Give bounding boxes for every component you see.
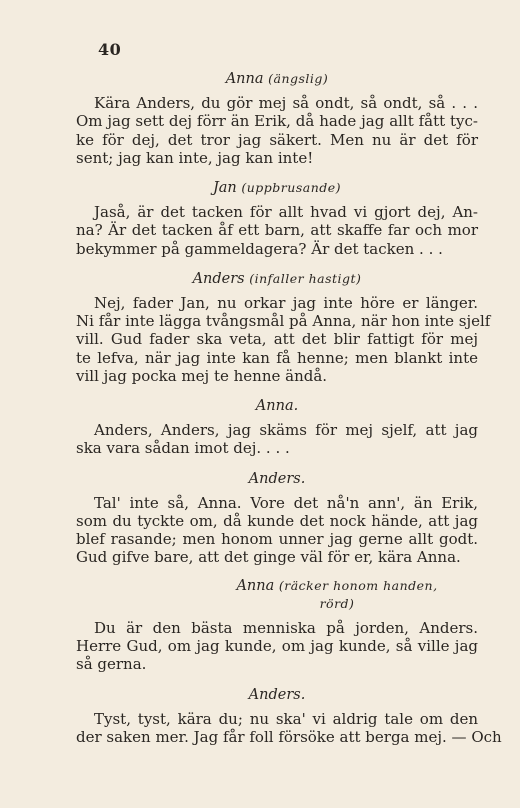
speech-paragraph (76, 94, 478, 167)
text-line: ke för dej, det tror jag säkert. Men nu är det för (76, 130, 478, 149)
dialogue-block (76, 270, 491, 385)
speaker-name: Anna (236, 577, 275, 594)
text-line: Om jag sett dej förr än Erik, då hade jag allt fått tyc- (76, 112, 478, 131)
speech-paragraph (76, 709, 502, 747)
stage-direction: (uppbrusande) (241, 180, 342, 196)
stage-direction: (ängslig) (268, 71, 329, 86)
text-line: bekymmer på gammeldagera? Är det tacken . . . (76, 239, 443, 258)
speaker-heading (76, 70, 478, 88)
speaker-heading (76, 686, 478, 704)
text-line: Du är den bästa menniska på jorden, Anders. (94, 619, 478, 638)
stage-direction: rörd) (319, 595, 355, 611)
speaker-name: Jan (212, 180, 237, 197)
speech-paragraph (76, 494, 478, 567)
speaker-name: Anders. (248, 686, 306, 703)
speaker-name: Anna (225, 71, 264, 87)
stage-direction: (räcker honom handen, (278, 577, 438, 593)
dialogue-text (76, 70, 502, 747)
text-line: na? Är det tacken åf ett barn, att skaffe far och mor (76, 221, 478, 240)
text-line: ska vara sådan imot dej. . . . (76, 439, 290, 458)
speaker-name: Anders. (248, 470, 306, 487)
text-line: Anders, Anders, jag skäms för mej sjelf, att jag (94, 421, 478, 440)
stage-direction: (infaller hastigt) (249, 270, 362, 286)
stage-direction-continued (76, 595, 478, 613)
text-line: blef rasande; men honom unner jag gerne allt godt. (76, 530, 478, 549)
text-line: der saken mer. Jag får foll försöke att berga mej. — Och (76, 728, 502, 747)
text-line: vill jag pocka mej te henne ändå. (76, 366, 328, 385)
dialogue-block (76, 686, 502, 747)
text-line: som du tyckte om, då kunde det nock hände, att jag (76, 512, 478, 531)
dialogue-block (76, 397, 478, 458)
speech-paragraph (76, 421, 478, 457)
text-line: Tal' inte så, Anna. Vore det nå'n ann', än Erik, (94, 493, 478, 512)
text-line: så gerna. (76, 655, 147, 674)
speaker-heading (76, 397, 478, 415)
text-line: Kära Anders, du gör mej så ondt, så ondt, så . . . (94, 94, 478, 113)
speaker-heading (76, 179, 478, 197)
speaker-heading (76, 470, 478, 488)
text-line: Gud gifve bare, att det ginge väl för er, kära Anna. (76, 548, 461, 567)
text-line: te lefva, när jag inte kan få henne; men blankt inte (76, 348, 478, 367)
speech-paragraph (76, 294, 491, 385)
speaker-name: Anna. (255, 398, 299, 415)
dialogue-block (76, 70, 478, 167)
dialogue-block (76, 179, 478, 258)
speaker-heading (76, 270, 478, 288)
text-line: Nej, fader Jan, nu orkar jag inte höre er länger. (94, 294, 478, 313)
text-line: Ni får inte lägga tvångsmål på Anna, när hon inte sjelf (76, 312, 491, 331)
text-line: sent; jag kan inte, jag kan inte! (76, 148, 314, 167)
dialogue-block (76, 470, 478, 567)
text-line: vill. Gud fader ska veta, att det blir fattigt för mej (76, 330, 478, 349)
text-line: Herre Gud, om jag kunde, om jag kunde, så ville jag (76, 637, 478, 656)
dialogue-block (76, 577, 478, 674)
speaker-name: Anders (192, 270, 245, 287)
speech-paragraph (76, 619, 478, 674)
speech-paragraph (76, 203, 478, 258)
text-line: Tyst, tyst, kära du; nu ska' vi aldrig tale om den (94, 709, 478, 728)
speaker-heading (76, 577, 478, 595)
page-number: 40 (98, 40, 122, 59)
text-line: Jaså, är det tacken för allt hvad vi gjort dej, An- (94, 203, 478, 222)
